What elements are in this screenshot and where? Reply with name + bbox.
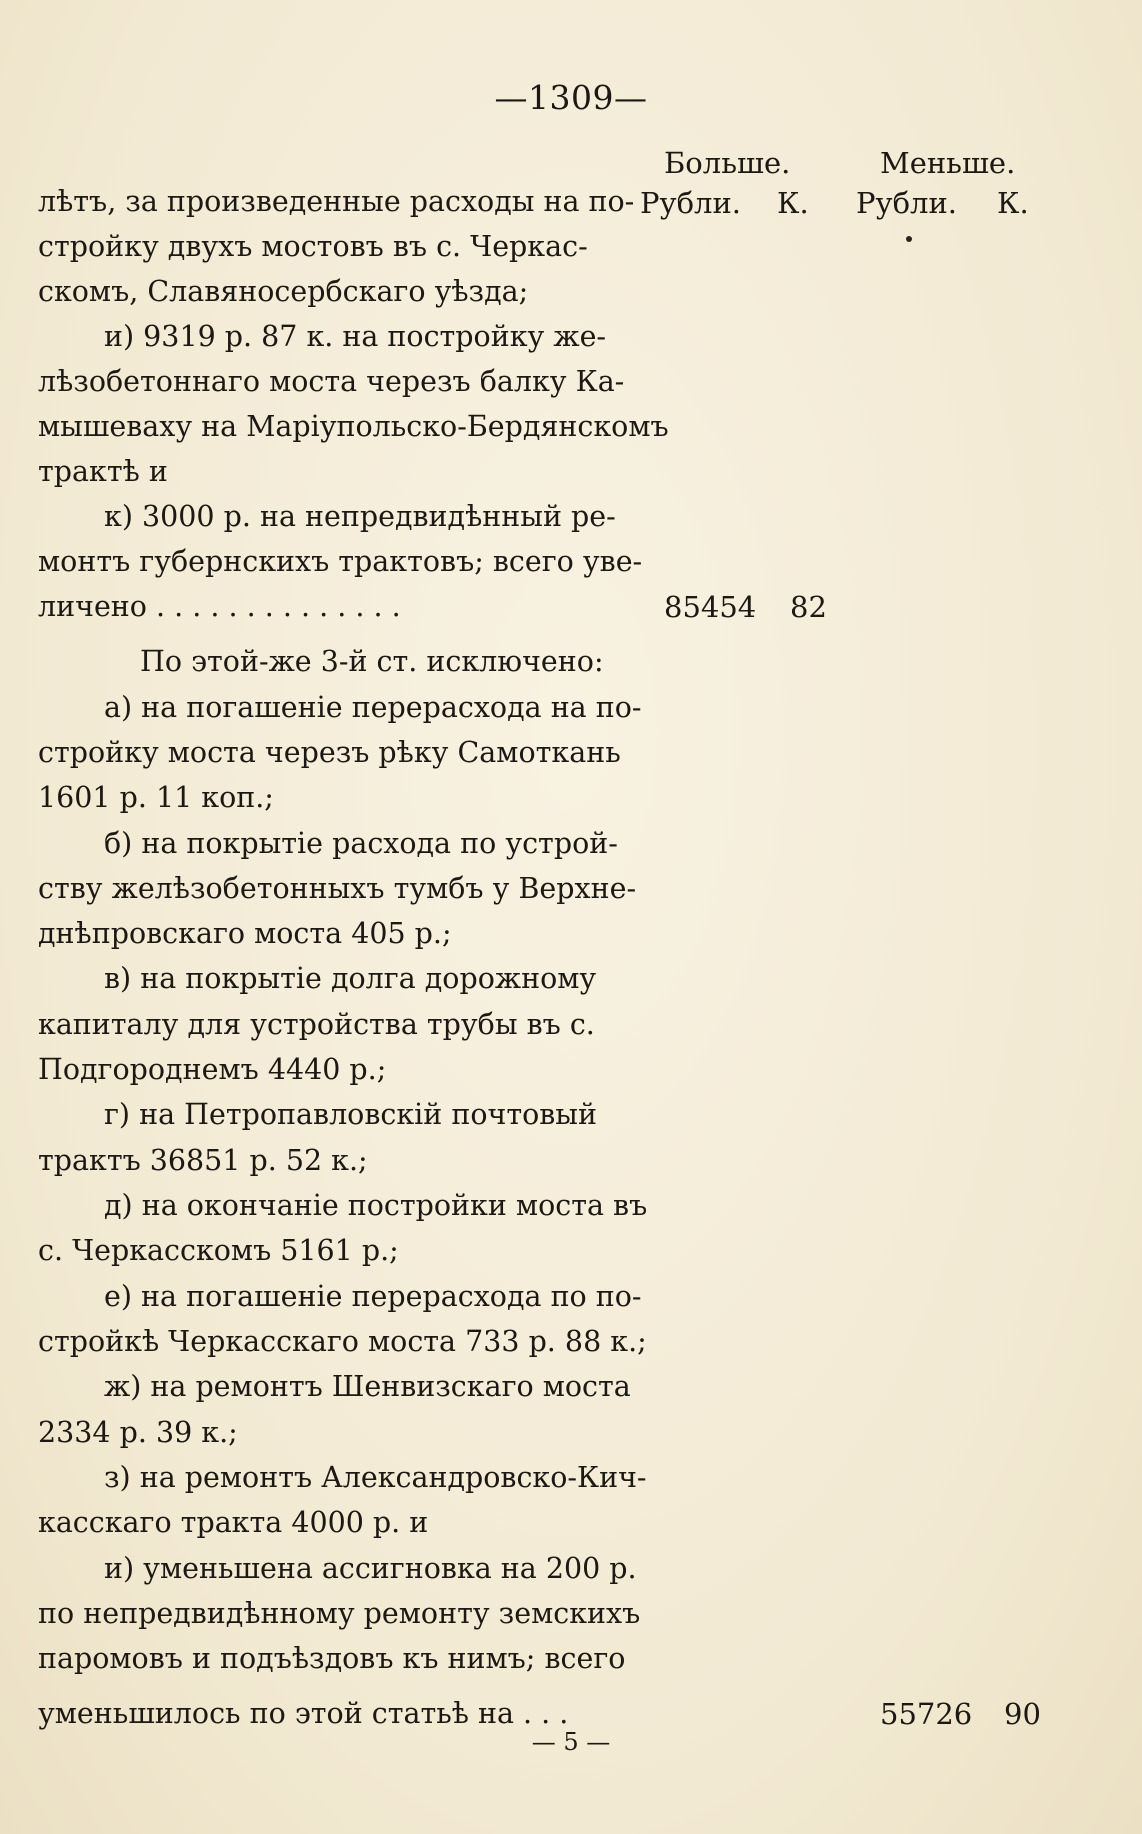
column-header-k-2: К. <box>997 186 1029 220</box>
text-line: касскаго тракта 4000 р. и <box>38 1506 429 1539</box>
text-line: е) на погашеніе перерасхода по по- <box>104 1280 642 1313</box>
page-number: —1309— <box>494 78 648 117</box>
text-line: с. Черкасскомъ 5161 р.; <box>38 1234 399 1267</box>
text-line: ж) на ремонтъ Шенвизскаго моста <box>104 1370 631 1403</box>
column-header-menshe: Меньше. <box>880 146 1016 180</box>
text-line: в) на покрытіе долга дорожному <box>104 962 597 995</box>
decrease-kopecks: 90 <box>1004 1697 1041 1731</box>
text-line: а) на погашеніе перерасхода на по- <box>104 691 642 724</box>
text-line: мышеваху на Маріупольско-Бердянскомъ <box>38 410 669 443</box>
text-line: з) на ремонтъ Александровско-Кич- <box>104 1461 647 1494</box>
column-header-rubli-1: Рубли. <box>640 186 742 220</box>
text-line: трактѣ и <box>38 455 168 488</box>
text-line: 1601 р. 11 коп.; <box>38 781 274 814</box>
text-line: к) 3000 р. на непредвидѣнный ре- <box>104 500 616 533</box>
text-line: лѣтъ, за произведенные расходы на по- <box>38 185 635 218</box>
text-line: скомъ, Славяносербскаго уѣзда; <box>38 275 529 308</box>
text-line: и) 9319 р. 87 к. на постройку же- <box>104 320 607 353</box>
text-line: днѣпровскаго моста 405 р.; <box>38 917 452 950</box>
increase-rubles: 85454 <box>664 590 757 624</box>
text-line: б) на покрытіе расхода по устрой- <box>104 827 618 860</box>
increase-kopecks: 82 <box>790 590 827 624</box>
text-line: Подгороднемъ 4440 р.; <box>38 1053 387 1086</box>
text-line: паромовъ и подъѣздовъ къ нимъ; всего <box>38 1642 626 1675</box>
text-line: личено . . . . . . . . . . . . . . <box>38 590 401 623</box>
ink-dot <box>906 236 912 242</box>
section-heading: По этой-же 3-й ст. исключено: <box>140 645 604 678</box>
text-line: монтъ губернскихъ трактовъ; всего уве- <box>38 545 643 578</box>
text-line: д) на окончаніе постройки моста въ <box>104 1189 648 1222</box>
text-line: лѣзобетоннаго моста черезъ балку Ка- <box>38 365 625 398</box>
column-header-bolshe: Больше. <box>664 146 791 180</box>
column-header-k-1: К. <box>777 186 809 220</box>
text-line: и) уменьшена ассигновка на 200 р. <box>104 1552 637 1585</box>
text-line: 2334 р. 39 к.; <box>38 1416 238 1449</box>
decrease-rubles: 55726 <box>880 1697 973 1731</box>
text-line: стройкѣ Черкасскаго моста 733 р. 88 к.; <box>38 1325 647 1358</box>
text-line: трактъ 36851 р. 52 к.; <box>38 1144 368 1177</box>
text-line: капиталу для устройства трубы въ с. <box>38 1008 595 1041</box>
footer-signature-mark: — 5 — <box>531 1728 611 1756</box>
text-line: ству желѣзобетонныхъ тумбъ у Верхне- <box>38 872 637 905</box>
text-line: уменьшилось по этой статьѣ на . . . <box>38 1697 569 1730</box>
text-line: стройку моста черезъ рѣку Самоткань <box>38 736 621 769</box>
text-line: г) на Петропавловскій почтовый <box>104 1098 597 1131</box>
text-line: стройку двухъ мостовъ въ с. Черкас- <box>38 230 588 263</box>
column-header-rubli-2: Рубли. <box>856 186 958 220</box>
text-line: по непредвидѣнному ремонту земскихъ <box>38 1597 641 1630</box>
